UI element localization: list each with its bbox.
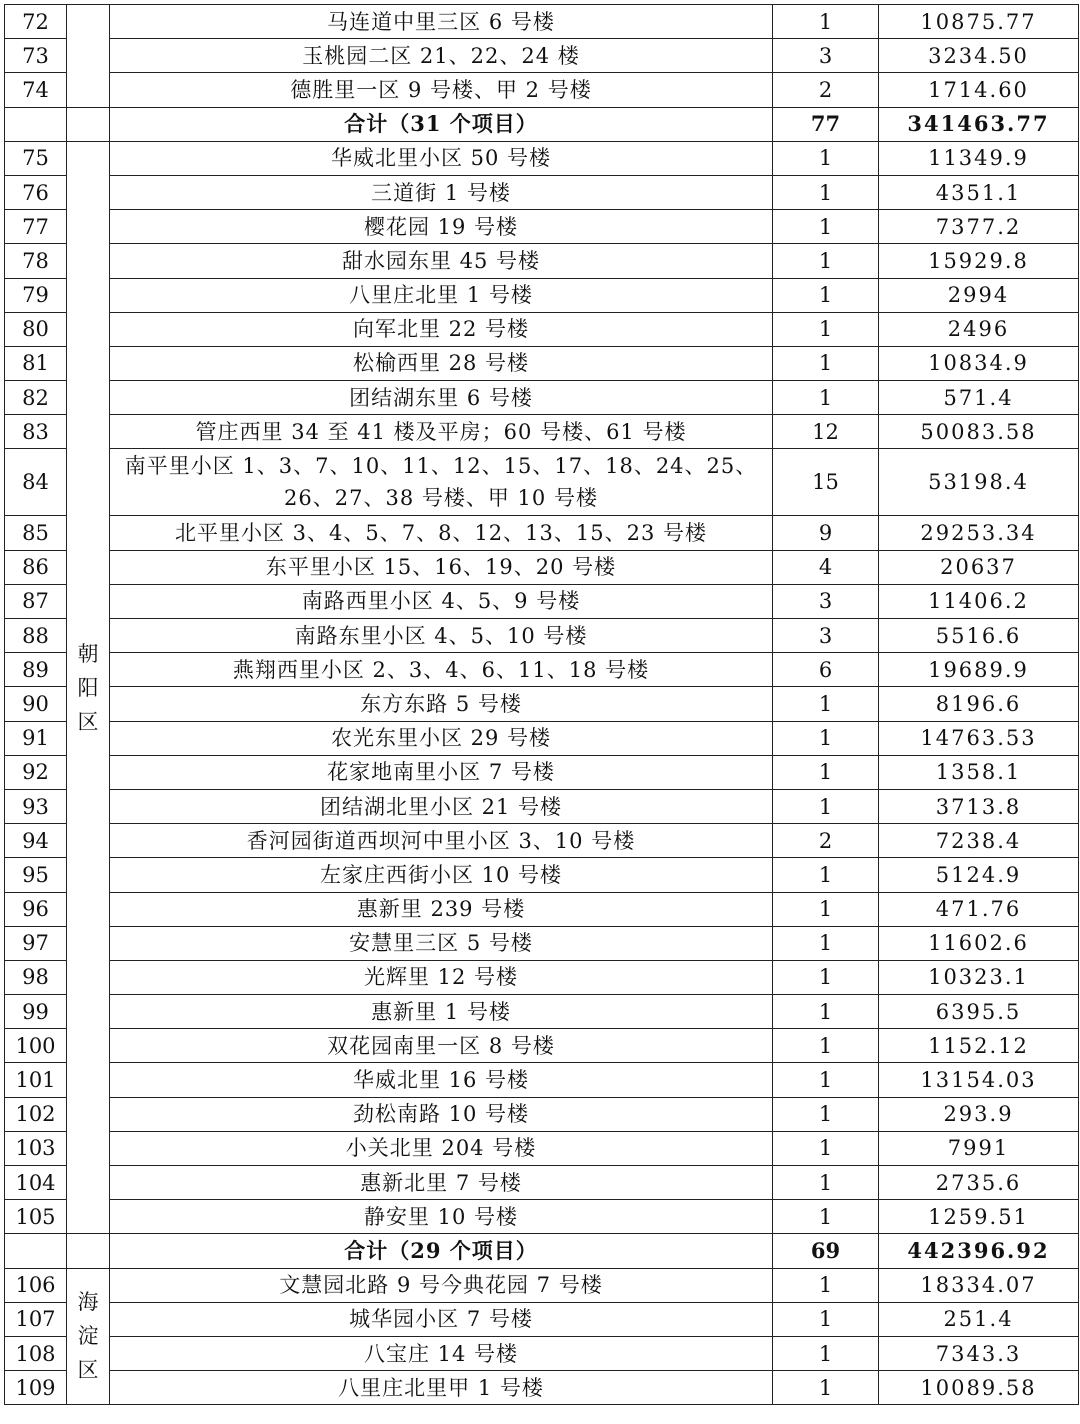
building-count-cell: 1 bbox=[773, 1302, 879, 1336]
row-number-cell: 104 bbox=[5, 1166, 67, 1200]
area-cell: 10875.77 bbox=[879, 5, 1079, 39]
area-cell: 251.4 bbox=[879, 1302, 1079, 1336]
building-count-cell: 2 bbox=[773, 73, 879, 107]
project-name-cell: 小关北里 204 号楼 bbox=[110, 1131, 773, 1165]
table-row bbox=[5, 1063, 1079, 1097]
row-number-cell: 99 bbox=[5, 995, 67, 1029]
project-name-cell: 向军北里 22 号楼 bbox=[110, 312, 773, 346]
building-count-cell: 1 bbox=[773, 1063, 879, 1097]
area-cell: 7991 bbox=[879, 1131, 1079, 1165]
table-row bbox=[5, 73, 1079, 107]
table-row bbox=[5, 312, 1079, 346]
project-name-cell: 静安里 10 号楼 bbox=[110, 1200, 773, 1234]
table-row bbox=[5, 175, 1079, 209]
project-name-cell: 德胜里一区 9 号楼、甲 2 号楼 bbox=[110, 73, 773, 107]
project-name-cell: 甜水园东里 45 号楼 bbox=[110, 244, 773, 278]
row-number-cell: 102 bbox=[5, 1097, 67, 1131]
table-row bbox=[5, 619, 1079, 653]
building-count-cell: 1 bbox=[773, 141, 879, 175]
project-name-cell: 樱花园 19 号楼 bbox=[110, 210, 773, 244]
building-count-cell: 1 bbox=[773, 858, 879, 892]
project-name-cell: 惠新里 239 号楼 bbox=[110, 892, 773, 926]
area-cell: 29253.34 bbox=[879, 516, 1079, 550]
row-number-cell: 93 bbox=[5, 789, 67, 823]
table-row bbox=[5, 653, 1079, 687]
project-name-cell: 香河园街道西坝河中里小区 3、10 号楼 bbox=[110, 824, 773, 858]
project-name-cell: 管庄西里 34 至 41 楼及平房；60 号楼、61 号楼 bbox=[110, 415, 773, 449]
area-cell: 442396.92 bbox=[879, 1234, 1079, 1268]
building-count-cell: 1 bbox=[773, 1131, 879, 1165]
table-row bbox=[5, 1200, 1079, 1234]
building-count-cell: 1 bbox=[773, 721, 879, 755]
table-row bbox=[5, 1268, 1079, 1302]
building-count-cell: 1 bbox=[773, 960, 879, 994]
project-name-cell: 惠新里 1 号楼 bbox=[110, 995, 773, 1029]
row-number-cell: 106 bbox=[5, 1268, 67, 1302]
table-row bbox=[5, 5, 1079, 39]
area-cell: 14763.53 bbox=[879, 721, 1079, 755]
row-number-cell: 75 bbox=[5, 141, 67, 175]
building-count-cell: 1 bbox=[773, 1166, 879, 1200]
building-count-cell: 1 bbox=[773, 381, 879, 415]
project-name-cell: 劲松南路 10 号楼 bbox=[110, 1097, 773, 1131]
building-count-cell: 1 bbox=[773, 312, 879, 346]
building-count-cell: 1 bbox=[773, 789, 879, 823]
row-number-cell: 98 bbox=[5, 960, 67, 994]
table-row bbox=[5, 824, 1079, 858]
project-name-cell: 合计（29 个项目） bbox=[110, 1234, 773, 1268]
district-name: 海淀区 bbox=[77, 1290, 99, 1383]
table-row bbox=[5, 755, 1079, 789]
table-row bbox=[5, 449, 1079, 516]
table-row bbox=[5, 1166, 1079, 1200]
area-cell: 5124.9 bbox=[879, 858, 1079, 892]
project-name-cell: 花家地南里小区 7 号楼 bbox=[110, 755, 773, 789]
area-cell: 3234.50 bbox=[879, 39, 1079, 73]
area-cell: 7343.3 bbox=[879, 1336, 1079, 1370]
building-count-cell: 1 bbox=[773, 995, 879, 1029]
building-count-cell: 12 bbox=[773, 415, 879, 449]
table-row bbox=[5, 516, 1079, 550]
row-number-cell: 90 bbox=[5, 687, 67, 721]
table-row bbox=[5, 1029, 1079, 1063]
table-row bbox=[5, 346, 1079, 380]
row-number-cell bbox=[5, 1234, 67, 1268]
building-count-cell: 77 bbox=[773, 107, 879, 141]
project-name-cell: 左家庄西街小区 10 号楼 bbox=[110, 858, 773, 892]
project-name-cell: 马连道中里三区 6 号楼 bbox=[110, 5, 773, 39]
project-name-cell: 南路东里小区 4、5、10 号楼 bbox=[110, 619, 773, 653]
row-number-cell: 85 bbox=[5, 516, 67, 550]
table-row bbox=[5, 244, 1079, 278]
building-count-cell: 4 bbox=[773, 550, 879, 584]
building-count-cell: 1 bbox=[773, 175, 879, 209]
building-count-cell: 1 bbox=[773, 1029, 879, 1063]
project-name-cell: 光辉里 12 号楼 bbox=[110, 960, 773, 994]
building-count-cell: 1 bbox=[773, 755, 879, 789]
district-cell-empty bbox=[67, 107, 110, 141]
table-row bbox=[5, 789, 1079, 823]
building-count-cell: 3 bbox=[773, 39, 879, 73]
project-name-cell: 玉桃园二区 21、22、24 楼 bbox=[110, 39, 773, 73]
row-number-cell: 92 bbox=[5, 755, 67, 789]
table-row bbox=[5, 1131, 1079, 1165]
row-number-cell: 82 bbox=[5, 381, 67, 415]
building-count-cell: 1 bbox=[773, 5, 879, 39]
building-count-cell: 1 bbox=[773, 1097, 879, 1131]
table-row bbox=[5, 415, 1079, 449]
row-number-cell bbox=[5, 107, 67, 141]
table-row bbox=[5, 892, 1079, 926]
table-row bbox=[5, 584, 1079, 618]
area-cell: 10323.1 bbox=[879, 960, 1079, 994]
total-row bbox=[5, 107, 1079, 141]
area-cell: 571.4 bbox=[879, 381, 1079, 415]
area-cell: 2496 bbox=[879, 312, 1079, 346]
table-row bbox=[5, 141, 1079, 175]
row-number-cell: 81 bbox=[5, 346, 67, 380]
building-count-cell: 3 bbox=[773, 584, 879, 618]
row-number-cell: 103 bbox=[5, 1131, 67, 1165]
project-name-cell: 南平里小区 1、3、7、10、11、12、15、17、18、24、25、26、27、38 号楼、甲 10 号楼 bbox=[110, 449, 773, 516]
table-row bbox=[5, 687, 1079, 721]
area-cell: 4351.1 bbox=[879, 175, 1079, 209]
row-number-cell: 73 bbox=[5, 39, 67, 73]
row-number-cell: 77 bbox=[5, 210, 67, 244]
row-number-cell: 80 bbox=[5, 312, 67, 346]
project-name-cell: 燕翔西里小区 2、3、4、6、11、18 号楼 bbox=[110, 653, 773, 687]
area-cell: 8196.6 bbox=[879, 687, 1079, 721]
building-count-cell: 1 bbox=[773, 1336, 879, 1370]
table-row bbox=[5, 210, 1079, 244]
area-cell: 5516.6 bbox=[879, 619, 1079, 653]
row-number-cell: 101 bbox=[5, 1063, 67, 1097]
project-name-cell: 东平里小区 15、16、19、20 号楼 bbox=[110, 550, 773, 584]
row-number-cell: 91 bbox=[5, 721, 67, 755]
district-name: 朝阳区 bbox=[77, 641, 99, 734]
project-name-cell: 华威北里 16 号楼 bbox=[110, 1063, 773, 1097]
area-cell: 1358.1 bbox=[879, 755, 1079, 789]
row-number-cell: 94 bbox=[5, 824, 67, 858]
area-cell: 341463.77 bbox=[879, 107, 1079, 141]
area-cell: 11349.9 bbox=[879, 141, 1079, 175]
project-name-cell: 八宝庄 14 号楼 bbox=[110, 1336, 773, 1370]
project-name-cell: 北平里小区 3、4、5、7、8、12、13、15、23 号楼 bbox=[110, 516, 773, 550]
area-cell: 471.76 bbox=[879, 892, 1079, 926]
project-name-cell: 东方东路 5 号楼 bbox=[110, 687, 773, 721]
table-row bbox=[5, 1097, 1079, 1131]
project-name-cell: 双花园南里一区 8 号楼 bbox=[110, 1029, 773, 1063]
area-cell: 20637 bbox=[879, 550, 1079, 584]
area-cell: 6395.5 bbox=[879, 995, 1079, 1029]
table-body bbox=[5, 5, 1079, 1405]
area-cell: 10089.58 bbox=[879, 1371, 1079, 1405]
district-cell-continued bbox=[67, 5, 110, 108]
table-row bbox=[5, 721, 1079, 755]
building-count-cell: 1 bbox=[773, 210, 879, 244]
building-count-cell: 1 bbox=[773, 278, 879, 312]
building-count-cell: 1 bbox=[773, 1268, 879, 1302]
area-cell: 2994 bbox=[879, 278, 1079, 312]
building-count-cell: 69 bbox=[773, 1234, 879, 1268]
table-row bbox=[5, 858, 1079, 892]
table-row bbox=[5, 381, 1079, 415]
project-table bbox=[4, 4, 1079, 1405]
row-number-cell: 86 bbox=[5, 550, 67, 584]
area-cell: 11406.2 bbox=[879, 584, 1079, 618]
project-name-cell: 八里庄北里 1 号楼 bbox=[110, 278, 773, 312]
area-cell: 293.9 bbox=[879, 1097, 1079, 1131]
row-number-cell: 84 bbox=[5, 449, 67, 516]
building-count-cell: 1 bbox=[773, 1200, 879, 1234]
project-name-cell: 团结湖北里小区 21 号楼 bbox=[110, 789, 773, 823]
project-name-cell: 安慧里三区 5 号楼 bbox=[110, 926, 773, 960]
area-cell: 10834.9 bbox=[879, 346, 1079, 380]
area-cell: 3713.8 bbox=[879, 789, 1079, 823]
row-number-cell: 89 bbox=[5, 653, 67, 687]
row-number-cell: 76 bbox=[5, 175, 67, 209]
project-name-cell: 三道街 1 号楼 bbox=[110, 175, 773, 209]
project-name-cell: 农光东里小区 29 号楼 bbox=[110, 721, 773, 755]
row-number-cell: 97 bbox=[5, 926, 67, 960]
table-row bbox=[5, 960, 1079, 994]
building-count-cell: 2 bbox=[773, 824, 879, 858]
area-cell: 7377.2 bbox=[879, 210, 1079, 244]
row-number-cell: 108 bbox=[5, 1336, 67, 1370]
building-count-cell: 1 bbox=[773, 244, 879, 278]
building-count-cell: 1 bbox=[773, 926, 879, 960]
row-number-cell: 83 bbox=[5, 415, 67, 449]
building-count-cell: 1 bbox=[773, 1371, 879, 1405]
building-count-cell: 1 bbox=[773, 687, 879, 721]
building-count-cell: 9 bbox=[773, 516, 879, 550]
project-name-cell: 惠新北里 7 号楼 bbox=[110, 1166, 773, 1200]
row-number-cell: 96 bbox=[5, 892, 67, 926]
building-count-cell: 15 bbox=[773, 449, 879, 516]
table-row bbox=[5, 926, 1079, 960]
project-name-cell: 松榆西里 28 号楼 bbox=[110, 346, 773, 380]
area-cell: 2735.6 bbox=[879, 1166, 1079, 1200]
project-name-cell: 华威北里小区 50 号楼 bbox=[110, 141, 773, 175]
area-cell: 15929.8 bbox=[879, 244, 1079, 278]
building-count-cell: 3 bbox=[773, 619, 879, 653]
row-number-cell: 78 bbox=[5, 244, 67, 278]
table-row bbox=[5, 1371, 1079, 1405]
total-row bbox=[5, 1234, 1079, 1268]
row-number-cell: 87 bbox=[5, 584, 67, 618]
project-name-cell: 南路西里小区 4、5、9 号楼 bbox=[110, 584, 773, 618]
project-name-cell: 八里庄北里甲 1 号楼 bbox=[110, 1371, 773, 1405]
table-row bbox=[5, 550, 1079, 584]
building-count-cell: 6 bbox=[773, 653, 879, 687]
area-cell: 13154.03 bbox=[879, 1063, 1079, 1097]
project-name-cell: 团结湖东里 6 号楼 bbox=[110, 381, 773, 415]
row-number-cell: 107 bbox=[5, 1302, 67, 1336]
table-row bbox=[5, 1302, 1079, 1336]
row-number-cell: 72 bbox=[5, 5, 67, 39]
building-count-cell: 1 bbox=[773, 892, 879, 926]
row-number-cell: 79 bbox=[5, 278, 67, 312]
area-cell: 1152.12 bbox=[879, 1029, 1079, 1063]
row-number-cell: 95 bbox=[5, 858, 67, 892]
row-number-cell: 74 bbox=[5, 73, 67, 107]
project-name-cell: 文慧园北路 9 号今典花园 7 号楼 bbox=[110, 1268, 773, 1302]
table-row bbox=[5, 995, 1079, 1029]
project-name-cell: 合计（31 个项目） bbox=[110, 107, 773, 141]
row-number-cell: 109 bbox=[5, 1371, 67, 1405]
area-cell: 18334.07 bbox=[879, 1268, 1079, 1302]
row-number-cell: 105 bbox=[5, 1200, 67, 1234]
row-number-cell: 88 bbox=[5, 619, 67, 653]
district-cell bbox=[67, 1268, 110, 1405]
building-count-cell: 1 bbox=[773, 346, 879, 380]
area-cell: 7238.4 bbox=[879, 824, 1079, 858]
area-cell: 1259.51 bbox=[879, 1200, 1079, 1234]
table-row bbox=[5, 278, 1079, 312]
area-cell: 11602.6 bbox=[879, 926, 1079, 960]
district-cell-empty bbox=[67, 1234, 110, 1268]
row-number-cell: 100 bbox=[5, 1029, 67, 1063]
area-cell: 53198.4 bbox=[879, 449, 1079, 516]
area-cell: 19689.9 bbox=[879, 653, 1079, 687]
district-cell bbox=[67, 141, 110, 1234]
area-cell: 1714.60 bbox=[879, 73, 1079, 107]
table-row bbox=[5, 39, 1079, 73]
project-name-cell: 城华园小区 7 号楼 bbox=[110, 1302, 773, 1336]
area-cell: 50083.58 bbox=[879, 415, 1079, 449]
table-row bbox=[5, 1336, 1079, 1370]
